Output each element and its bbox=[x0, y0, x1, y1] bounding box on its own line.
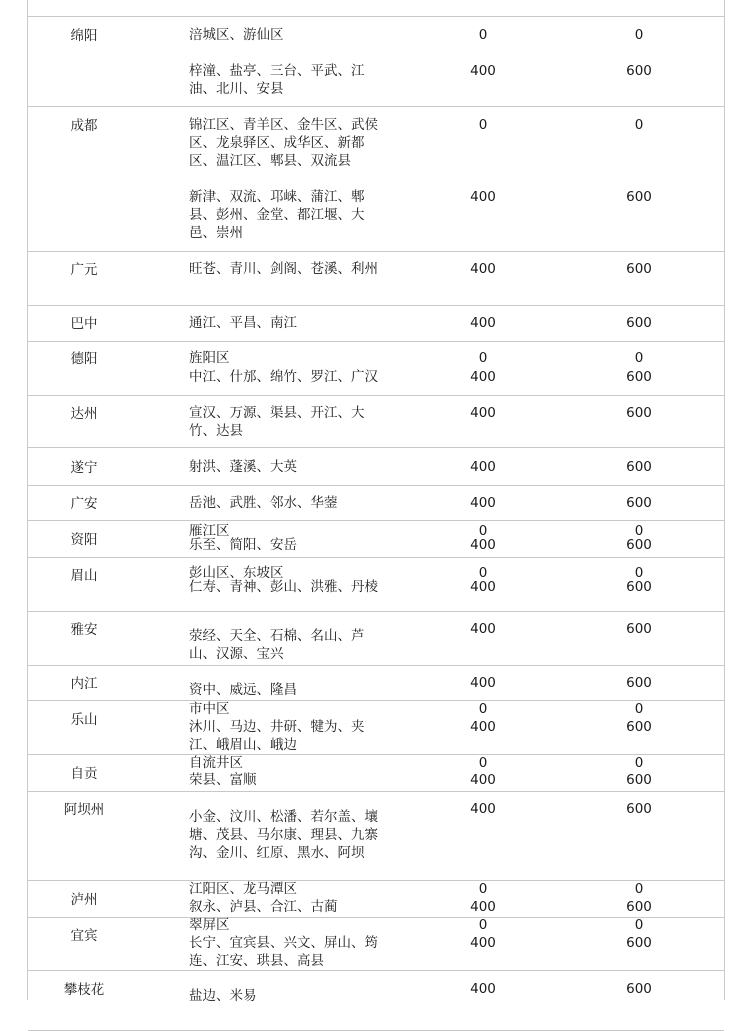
table-row bbox=[28, 396, 724, 448]
fee-value-b: 600 bbox=[626, 261, 652, 277]
district-list: 射洪、蓬溪、大英 bbox=[189, 459, 297, 475]
table-row bbox=[28, 558, 724, 612]
fee-value-b: 0 bbox=[634, 117, 644, 133]
fee-value-b: 0 bbox=[634, 27, 644, 43]
fee-value-a: 0 bbox=[478, 701, 488, 717]
fee-value-a: 0 bbox=[478, 350, 488, 366]
city-name: 内江 bbox=[70, 676, 98, 692]
fee-value-b: 600 bbox=[626, 801, 652, 817]
fee-value-b: 0 bbox=[634, 701, 644, 717]
table-row bbox=[28, 971, 724, 1031]
city-name: 广元 bbox=[70, 262, 98, 278]
fee-value-a: 400 bbox=[470, 675, 496, 691]
table-row bbox=[28, 612, 724, 666]
fee-value-a: 400 bbox=[470, 63, 496, 79]
district-list: 通江、平昌、南江 bbox=[189, 315, 297, 331]
district-list: 荣县、富顺 bbox=[189, 772, 257, 788]
table-row bbox=[28, 107, 724, 252]
fee-value-a: 400 bbox=[470, 495, 496, 511]
fee-value-b: 600 bbox=[626, 315, 652, 331]
fee-value-a: 400 bbox=[470, 719, 496, 735]
district-list: 荥经、天全、石棉、名山、芦山、汉源、宝兴 bbox=[189, 628, 365, 662]
district-list: 涪城区、游仙区 bbox=[189, 27, 284, 43]
fee-value-a: 400 bbox=[470, 261, 496, 277]
fee-value-a: 0 bbox=[478, 565, 488, 581]
district-list: 江阳区、龙马潭区 bbox=[189, 881, 297, 897]
city-name: 德阳 bbox=[70, 351, 98, 367]
fee-value-b: 600 bbox=[626, 369, 652, 385]
city-name: 泸州 bbox=[70, 892, 98, 908]
district-list: 梓潼、盐亭、三台、平武、江油、北川、安县 bbox=[189, 63, 365, 97]
fee-value-b: 0 bbox=[634, 755, 644, 771]
fee-value-a: 400 bbox=[470, 579, 496, 595]
district-list: 新津、双流、邛崃、蒲江、郫县、彭州、金堂、都江堰、大邑、崇州 bbox=[189, 189, 365, 241]
district-list: 翠屏区 bbox=[189, 917, 230, 933]
fee-value-b: 600 bbox=[626, 405, 652, 421]
fee-table bbox=[27, 0, 725, 1004]
city-name: 广安 bbox=[70, 496, 98, 512]
fee-value-b: 600 bbox=[626, 189, 652, 205]
district-list: 长宁、宜宾县、兴文、屏山、筠连、江安、珙县、高县 bbox=[189, 935, 378, 969]
fee-value-b: 600 bbox=[626, 537, 652, 553]
fee-value-a: 400 bbox=[470, 981, 496, 997]
table-row bbox=[28, 252, 724, 306]
district-list: 叙永、泸县、合江、古蔺 bbox=[189, 899, 338, 915]
fee-value-a: 400 bbox=[470, 801, 496, 817]
fee-value-b: 0 bbox=[634, 523, 644, 539]
district-list: 乐至、简阳、安岳 bbox=[189, 537, 297, 553]
fee-value-a: 0 bbox=[478, 27, 488, 43]
fee-value-a: 400 bbox=[470, 405, 496, 421]
fee-value-b: 600 bbox=[626, 459, 652, 475]
table-row bbox=[28, 342, 724, 396]
fee-value-b: 600 bbox=[626, 621, 652, 637]
city-name: 眉山 bbox=[70, 568, 98, 584]
fee-value-b: 0 bbox=[634, 350, 644, 366]
city-name: 阿坝州 bbox=[63, 802, 105, 818]
city-name: 乐山 bbox=[70, 712, 98, 728]
fee-value-b: 600 bbox=[626, 899, 652, 915]
fee-value-a: 0 bbox=[478, 117, 488, 133]
city-name: 成都 bbox=[70, 118, 98, 134]
district-list bbox=[189, 0, 389, 1]
district-list: 旌阳区 bbox=[189, 350, 230, 366]
fee-value-a: 400 bbox=[470, 899, 496, 915]
fee-value-a: 400 bbox=[470, 621, 496, 637]
district-list: 小金、汶川、松潘、若尔盖、壤塘、茂县、马尔康、理县、九寨沟、金川、红原、黑水、阿坝 bbox=[189, 809, 378, 861]
district-list: 宣汉、万源、渠县、开江、大竹、达县 bbox=[189, 405, 365, 439]
fee-value-b: 600 bbox=[626, 495, 652, 511]
city-name: 巴中 bbox=[70, 316, 98, 332]
city-name: 资阳 bbox=[70, 532, 98, 548]
table-row bbox=[28, 521, 724, 558]
city-name: 宜宾 bbox=[70, 928, 98, 944]
city-name: 绵阳 bbox=[70, 28, 98, 44]
district-list: 彭山区、东坡区 bbox=[189, 565, 284, 581]
table-row bbox=[28, 448, 724, 486]
fee-value-b: 600 bbox=[626, 63, 652, 79]
fee-value-a: 0 bbox=[478, 523, 488, 539]
city-name: 自贡 bbox=[70, 766, 98, 782]
district-list: 雁江区 bbox=[189, 523, 230, 539]
fee-value-b: 600 bbox=[626, 579, 652, 595]
fee-value-a: 400 bbox=[470, 772, 496, 788]
table-row bbox=[28, 881, 724, 918]
fee-value-b: 600 bbox=[626, 675, 652, 691]
fee-value-a: 400 bbox=[470, 459, 496, 475]
fee-value-b: 600 bbox=[626, 981, 652, 997]
district-list: 岳池、武胜、邻水、华蓥 bbox=[189, 495, 338, 511]
district-list: 市中区 bbox=[189, 701, 230, 717]
district-list: 旺苍、青川、剑阁、苍溪、利州 bbox=[189, 261, 378, 277]
fee-value-a: 0 bbox=[478, 881, 488, 897]
table-row bbox=[28, 17, 724, 107]
district-list: 自流井区 bbox=[189, 755, 243, 771]
district-list: 仁寿、青神、彭山、洪雅、丹棱 bbox=[189, 579, 378, 595]
fee-value-b: 0 bbox=[634, 565, 644, 581]
city-name: 雅安 bbox=[70, 622, 98, 638]
table-row bbox=[28, 0, 724, 17]
fee-value-b: 600 bbox=[626, 772, 652, 788]
table-row bbox=[28, 755, 724, 792]
table-row bbox=[28, 792, 724, 881]
fee-value-a: 400 bbox=[470, 537, 496, 553]
city-name: 攀枝花 bbox=[63, 982, 105, 998]
district-list: 锦江区、青羊区、金牛区、武侯区、龙泉驿区、成华区、新都区、温江区、郫县、双流县 bbox=[189, 117, 378, 169]
table-row bbox=[28, 666, 724, 701]
city-name: 达州 bbox=[70, 406, 98, 422]
district-list: 中江、什邡、绵竹、罗江、广汉 bbox=[189, 369, 378, 385]
city-name: 遂宁 bbox=[70, 460, 98, 476]
fee-value-b: 600 bbox=[626, 719, 652, 735]
fee-value-a: 0 bbox=[478, 917, 488, 933]
fee-value-b: 0 bbox=[634, 917, 644, 933]
table-row bbox=[28, 918, 724, 971]
fee-value-a: 0 bbox=[478, 755, 488, 771]
table-row bbox=[28, 306, 724, 342]
fee-value-a: 400 bbox=[470, 315, 496, 331]
district-list: 沐川、马边、井研、犍为、夹江、峨眉山、峨边 bbox=[189, 719, 365, 753]
fee-value-b: 600 bbox=[626, 935, 652, 951]
fee-value-a: 400 bbox=[470, 935, 496, 951]
fee-value-b: 0 bbox=[634, 881, 644, 897]
district-list: 盐边、米易 bbox=[189, 988, 257, 1004]
district-list: 资中、威远、隆昌 bbox=[189, 682, 297, 698]
table-row bbox=[28, 486, 724, 521]
fee-value-a: 400 bbox=[470, 189, 496, 205]
table-row bbox=[28, 701, 724, 755]
fee-value-a: 400 bbox=[470, 369, 496, 385]
